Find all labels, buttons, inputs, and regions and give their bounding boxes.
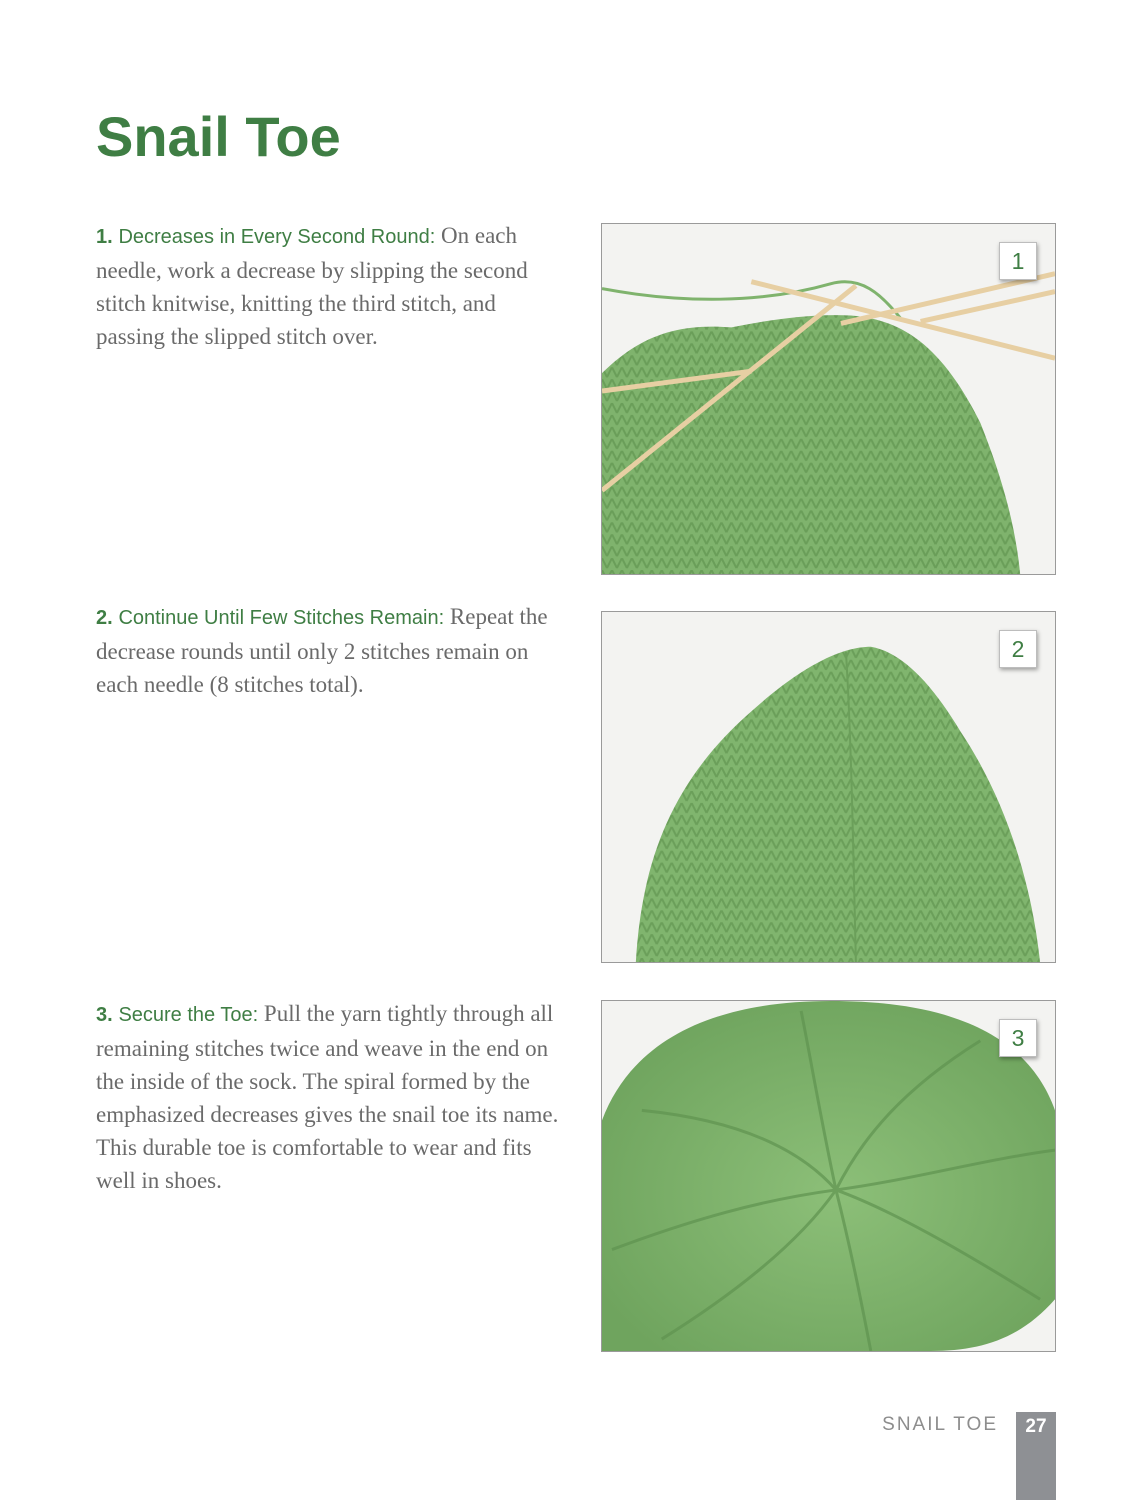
step-3-number: 3. (96, 1004, 113, 1026)
page-number: 27 (1025, 1416, 1047, 1437)
photo-badge-1: 1 (999, 242, 1037, 280)
step-3-photo (601, 1000, 1056, 1352)
step-3-text (96, 997, 564, 1197)
step-3-heading: Secure the Toe: (118, 1004, 259, 1026)
running-footer: SNAIL TOE (882, 1414, 998, 1435)
step-2-body: Repeat the decrease rounds until only 2 stitches remain on each needle (8 stitches total). (96, 604, 548, 697)
finished-toe-photo (602, 1001, 1055, 1351)
step-3-body: Pull the yarn tightly through all remaining stitches twice and weave in the end on the inside of the sock. The spiral formed by the emphasized decreases gives the snail toe its name. This durable toe is comfortable to wear and fits well in shoes. (96, 1001, 559, 1193)
step-2-heading: Continue Until Few Stitches Remain: (118, 607, 445, 629)
photo-badge-2: 2 (999, 630, 1037, 668)
page-title: Snail Toe (96, 105, 341, 168)
step-1-heading: Decreases in Every Second Round: (118, 226, 436, 248)
page-number-tab (1016, 1412, 1056, 1500)
knitting-needles-photo (602, 224, 1055, 574)
knitted-toe-photo (602, 612, 1055, 962)
step-1-number: 1. (96, 226, 113, 248)
step-1-text (96, 219, 564, 353)
step-1-photo (601, 223, 1056, 575)
step-2-text (96, 600, 564, 701)
photo-badge-3: 3 (999, 1019, 1037, 1057)
step-2-number: 2. (96, 607, 113, 629)
step-2-photo (601, 611, 1056, 963)
step-1-body: On each needle, work a decrease by slipping the second stitch knitwise, knitting the third stitch, and passing the slipped stitch over. (96, 223, 528, 349)
